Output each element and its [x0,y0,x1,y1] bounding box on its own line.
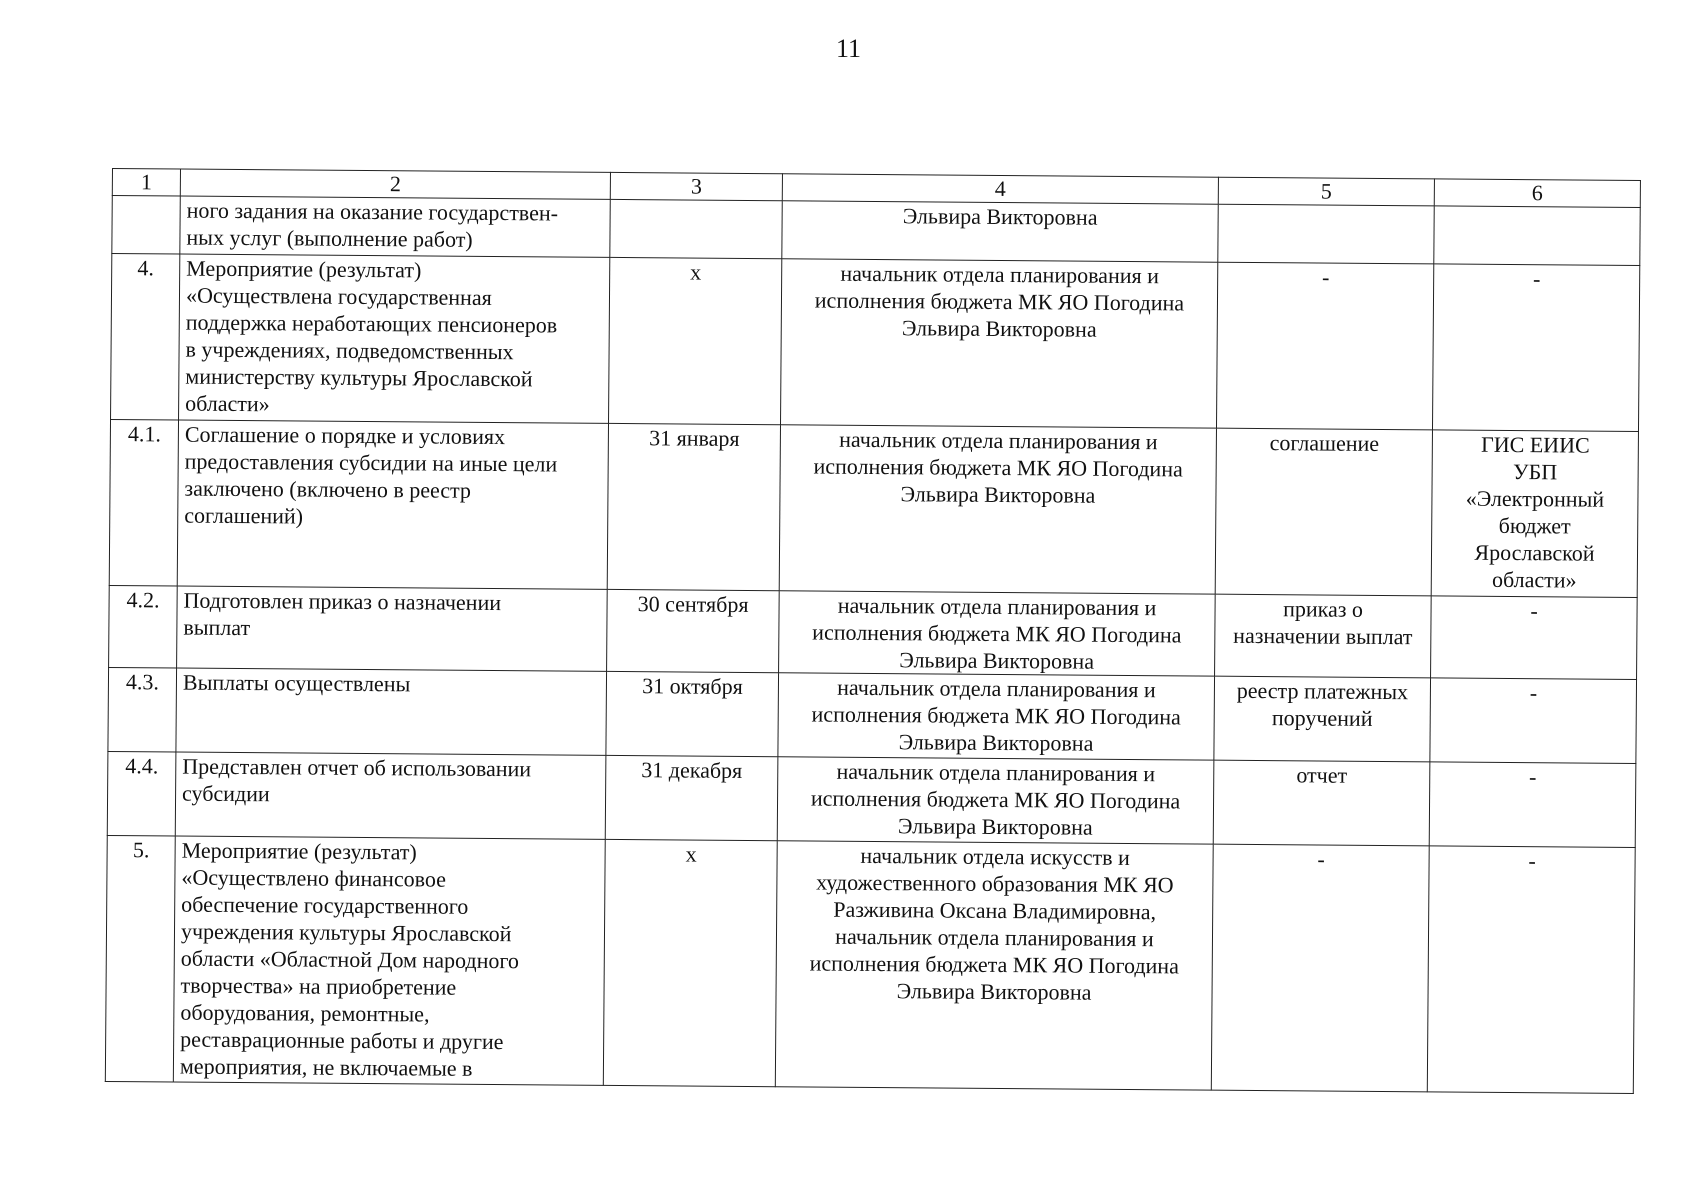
column-number: 5 [1218,177,1434,206]
row-name: Представлен отчет об использовании субсидии [175,752,606,839]
column-number: 2 [180,169,610,199]
row-system: - [1432,264,1639,432]
row-system: - [1431,596,1638,680]
row-document: соглашение [1215,428,1432,596]
row-responsible: начальник отдела искусств и художественного образования МК ЯО Разживина Оксана Владимировна, начальник отдела планирования и исполнения бюджета МК ЯО Погодина Эльвира Викторовна [775,841,1213,1090]
row-name: Выплаты осуществлены [176,668,607,755]
row-name: Подготовлен приказ о назначении выплат [177,586,608,671]
row-term [610,199,782,258]
row-document: отчет [1213,760,1430,846]
row-document: приказ о назначении выплат [1215,594,1432,678]
page-number: 11 [835,34,862,63]
column-number: 6 [1434,179,1640,208]
document-sheet [105,168,1641,1094]
row-responsible: начальник отдела планирования и исполнения бюджета МК ЯО Погодина Эльвира Викторовна [777,757,1214,844]
row-document [1218,204,1434,264]
row-term: 31 октября [606,671,779,756]
row-system: - [1429,762,1636,848]
row-document: - [1216,262,1433,430]
row-responsible: начальник отдела планирования и исполнения бюджета МК ЯО Погодина Эльвира Викторовна [779,591,1216,676]
table-row [105,835,1635,1093]
row-number: 4.2. [109,585,178,668]
table-row [108,667,1637,763]
table-row [111,254,1640,432]
column-number: 1 [112,169,180,197]
column-number: 4 [782,174,1218,204]
row-name: Соглашение о порядке и условиях предоставления субсидии на иные цели заключено (включено в реестр соглашений) [177,420,608,589]
row-number: 4.3. [108,667,177,752]
row-system [1434,206,1640,266]
row-number: 4.4. [107,751,176,836]
row-name: ного задания на оказание государствен- ных услуг (выполнение работ) [180,196,610,257]
row-number: 4. [111,254,180,421]
row-responsible: Эльвира Викторовна [782,201,1218,262]
row-term: х [609,257,782,424]
column-number: 3 [610,172,782,200]
table-row [109,585,1638,679]
row-name: Мероприятие (результат) «Осуществлена государственная поддержка неработающих пенсионеров в учреждениях, подведомственных министерству культуры Ярославской области» [179,254,610,423]
row-document: реестр платежных поручений [1214,676,1431,762]
row-term: 31 декабря [605,755,778,840]
row-term: х [603,839,777,1086]
row-term: 31 января [607,423,780,590]
plan-table [105,168,1641,1094]
table-row [107,751,1636,847]
row-term: 30 сентября [607,589,780,672]
row-system: ГИС ЕИИС УБП «Электронный бюджет Ярославской области» [1431,430,1638,598]
row-responsible: начальник отдела планирования и исполнения бюджета МК ЯО Погодина Эльвира Викторовна [778,673,1215,760]
row-number: 5. [105,835,175,1082]
row-document: - [1211,844,1429,1092]
row-number [112,196,180,255]
row-number: 4.1. [109,419,178,586]
row-responsible: начальник отдела планирования и исполнения бюджета МК ЯО Погодина Эльвира Викторовна [779,425,1216,594]
row-system: - [1427,846,1635,1094]
row-responsible: начальник отдела планирования и исполнения бюджета МК ЯО Погодина Эльвира Викторовна [781,259,1218,428]
row-system: - [1430,678,1637,764]
row-name: Мероприятие (результат) «Осуществлено финансовое обеспечение государственного учреждения культуры Ярославской области «Областной Дом народного творчества» на приобретение оборудования, ремонтные, реставрационные работы и другие мероприятия, не включаемые в [173,836,605,1085]
table-row [109,419,1638,597]
